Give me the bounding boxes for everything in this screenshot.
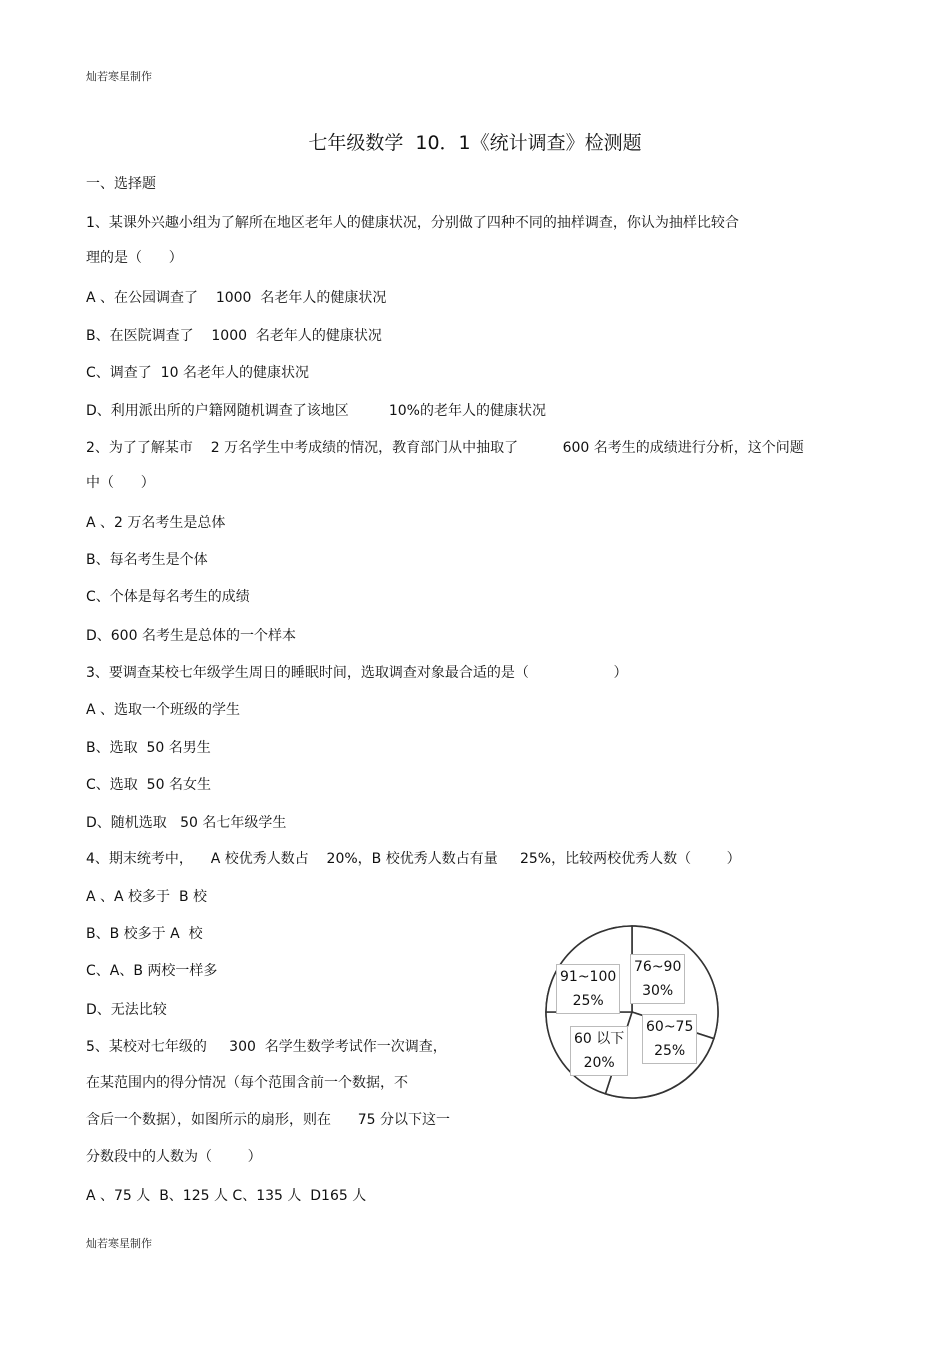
page-title: 七年级数学 10．1《统计调查》检测题 bbox=[308, 132, 642, 154]
text-line: A 、选取一个班级的学生 bbox=[86, 702, 241, 718]
pie-slice-percent: 25% bbox=[572, 993, 604, 1009]
text-line: B、选取 50 名男生 bbox=[86, 740, 211, 756]
text-line: 在某范围内的得分情况（每个范围含前一个数据，不 bbox=[86, 1075, 408, 1091]
page-footer: 灿若寒星制作 bbox=[86, 1237, 152, 1250]
text-line: A 、在公园调查了 1000 名老年人的健康状况 bbox=[86, 290, 387, 306]
text-line: A 、75 人 B、125 人 C、135 人 D165 人 bbox=[86, 1188, 367, 1204]
text-line: 中（ ） bbox=[86, 475, 155, 491]
pie-slice-range: 91~100 bbox=[560, 969, 617, 985]
pie-slice-label bbox=[570, 1026, 628, 1076]
pie-slice-label bbox=[630, 954, 685, 1004]
text-line: C、调查了 10 名老年人的健康状况 bbox=[86, 365, 309, 381]
text-line: B、每名考生是个体 bbox=[86, 552, 208, 568]
page-header: 灿若寒星制作 bbox=[86, 70, 152, 83]
pie-slice-percent: 25% bbox=[654, 1043, 686, 1059]
text-line: D、无法比较 bbox=[86, 1002, 167, 1018]
text-line: D、利用派出所的户籍网随机调查了该地区 10%的老年人的健康状况 bbox=[86, 403, 546, 419]
text-line: 5、某校对七年级的 300 名学生数学考试作一次调查， bbox=[86, 1039, 447, 1055]
text-line: B、B 校多于 A 校 bbox=[86, 926, 203, 942]
pie-slice-range: 60 以下 bbox=[574, 1031, 625, 1047]
text-line: A 、2 万名考生是总体 bbox=[86, 515, 226, 531]
pie-slice-range: 60~75 bbox=[646, 1019, 694, 1035]
pie-slice-percent: 30% bbox=[642, 983, 674, 999]
text-line: C、个体是每名考生的成绩 bbox=[86, 589, 250, 605]
text-line: 4、期末统考中， A 校优秀人数占 20%，B 校优秀人数占有量 25%，比较两校优秀人数（ ） bbox=[86, 851, 741, 867]
text-line: 2、为了了解某市 2 万名学生中考成绩的情况，教育部门从中抽取了 600 名考生的成绩进行分析，这个问题 bbox=[86, 440, 804, 456]
text-line: 分数段中的人数为（ ） bbox=[86, 1149, 262, 1165]
pie-slice-label bbox=[642, 1014, 697, 1064]
text-line: A 、A 校多于 B 校 bbox=[86, 889, 208, 905]
pie-slice-label bbox=[556, 964, 620, 1014]
pie-chart bbox=[542, 922, 722, 1102]
text-line: C、A、B 两校一样多 bbox=[86, 963, 218, 979]
text-line: 含后一个数据），如图所示的扇形，则在 75 分以下这一 bbox=[86, 1112, 450, 1128]
text-line: D、随机选取 50 名七年级学生 bbox=[86, 815, 287, 831]
pie-slice-range: 76~90 bbox=[634, 959, 682, 975]
text-line: 3、要调查某校七年级学生周日的睡眠时间，选取调查对象最合适的是（ ） bbox=[86, 665, 628, 681]
text-line: 理的是（ ） bbox=[86, 250, 183, 266]
text-line: C、选取 50 名女生 bbox=[86, 777, 211, 793]
pie-slice-percent: 20% bbox=[583, 1055, 615, 1071]
text-line: 一、选择题 bbox=[86, 176, 156, 192]
text-line: D、600 名考生是总体的一个样本 bbox=[86, 628, 296, 644]
text-line: B、在医院调查了 1000 名老年人的健康状况 bbox=[86, 328, 382, 344]
text-line: 1、某课外兴趣小组为了解所在地区老年人的健康状况，分别做了四种不同的抽样调查，你认为抽样比较合 bbox=[86, 215, 739, 231]
